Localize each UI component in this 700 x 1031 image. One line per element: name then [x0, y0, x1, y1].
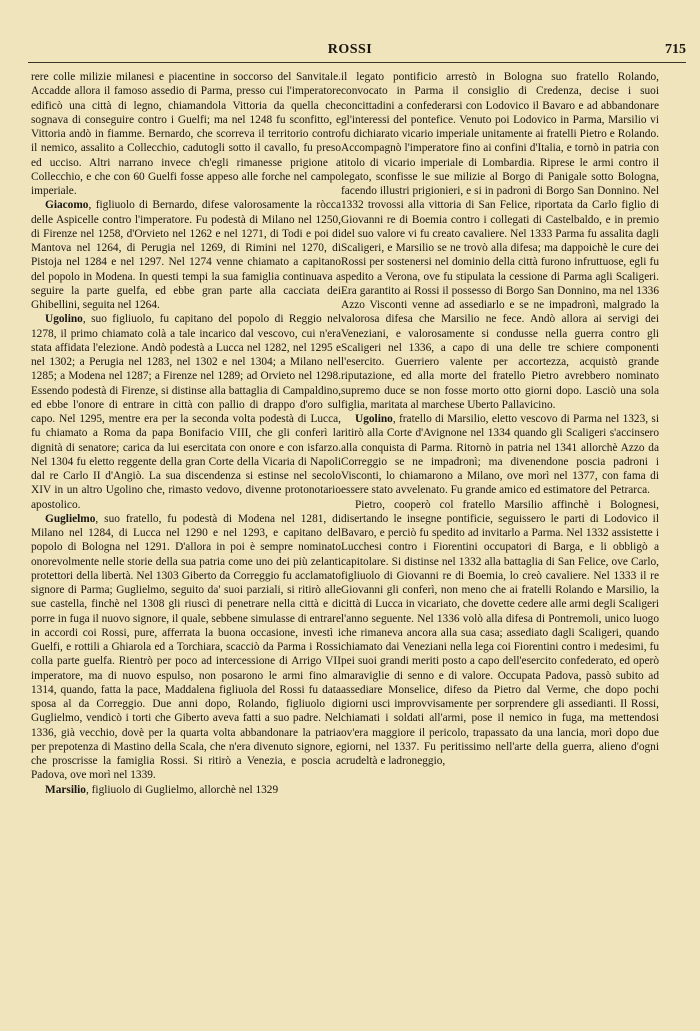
paragraph [31, 512, 341, 783]
paragraph [31, 783, 341, 797]
running-title: ROSSI [327, 42, 373, 57]
paragraph-lead: Giacomo [45, 199, 89, 212]
paragraph-text: , fratello di Marsilio, eletto vescovo di Parma nel 1323, si ritirò alla Corte d'Avignone nel 1334 quando gli Scaligeri s'accinsero alla conquista di Parma. Ritornò in patria nel 1341 allorchè Azzo da Correggio se ne impadronì; ma divenendone poscia padroni i Visconti, lo chiamarono a Milano, ove morì nel 1377, con fama di essere stato avvelenato. Fu grande amico ed estimatore del Petrarca. [341, 413, 659, 497]
paragraph-text: , figliuolo di Bernardo, difese valorosamente la ròcca delle Aspicelle contro l'imperatore. Fu podestà di Milano nel 1250, di Firenze nel 1258, d'Orvieto nel 1262 e nel 1271, di Todi e poi di Mantova nel 1264, di Perugia nel 1269, di Rimini nel 1270, di Pistoja nel 1284 e nel 1297. Nel 1274 venne chiamato a capitano del popolo in Modena. In questi tempi la sua famiglia continuava a seguire la parte guelfa, ed ebbe gran parte alla cacciata dei Ghibellini, seguita nel 1264. [31, 199, 341, 311]
paragraph [31, 198, 341, 312]
paragraph [31, 70, 341, 198]
page-number: 715 [665, 42, 686, 57]
header-rule [28, 62, 686, 63]
paragraph [341, 412, 659, 498]
paragraph [341, 70, 659, 412]
paragraph-text: , suo figliuolo, fu capitano del popolo di Reggio nel 1278, il primo chiamato colà a tale incarico dal vescovo, cui n'era stata affidata l'elezione. Andò podestà a Lucca nel 1282, nel 1295 e nel 1302; a Perugia nel 1283, nel 1302 e nel 1304; a Milano nel 1285; a Modena nel 1287; a Firenze nel 1289; ad Orvieto nel 1298. Essendo podestà di Firenze, si distinse alla battaglia di Campaldino, ed ebbe l'onore di entrare in città con pallio di drappo d'oro sul capo. Nel 1295, mentre era per la seconda volta podestà di Lucca, fu chiamato a Roma da papa Bonifacio VIII, che gli conferì la dignità di senatore; carica da lui esercitata con onore e con isfarzo. Nel 1304 fu eletto reggente della gran Corte della Vicaria di Napoli dal re Carlo II d'Angiò. La sua discendenza si estinse nel secolo XIV in un altro Ugolino che, rimasto vedovo, divenne protonotario apostolico. [31, 313, 341, 511]
paragraph-lead: Ugolino [355, 413, 393, 425]
paragraph-text: , suo fratello, fu podestà di Modena nel 1281, di Milano nel 1284, di Lucca nel 1290 e nel 1293, e capitano del popolo di Bologna nel 1291. D'allora in poi è sempre nominato onorevolmente nelle storie della sua patria come uno dei più zelanti protettori della libertà. Nel 1303 Giberto da Correggio fu acclamato signore di Parma; Guglielmo, seguito da' suoi parziali, si ritirò alle sue castella, finchè nel 1308 gli riuscì di penetrare nella città e di porre in fuga il nuovo signore, il quale, sebbene simulasse di entrare in accordi coi Rossi, pure, afferrata la buona occasione, investì i Guelfi, e rottili a Ghiarola ed a Torchiara, scacciò da Parma i Rossi colla parte guelfa. Rientrò per poco ad intercessione di Arrigo VII imperatore, ma di nuovo espulso, non posarono le armi fino al 1314, quando, fatta la pace, Maddalena figliuola del Rossi fu data sposa al da Correggio. Due anni dopo, Rolando, figliuolo di Guglielmo, vendicò i torti che Giberto aveva fatti a suo padre. Nel 1336, già vecchio, dovè per la quarta volta abbandonare la patria per prepotenza di Mastino della Scala, che n'era divenuto signore, e che proscrisse la famiglia Rossi. Si ritirò a Venezia, e poscia a Padova, ove morì nel 1339. [31, 512, 341, 782]
left-column [31, 70, 341, 797]
paragraph-text: rere colle milizie milanesi e piacentine in soccorso del Sanvitale. Accadde allora il famoso assedio di Parma, presso cui l'imperatore edificò una città di legno, chiamandola Vittoria da quella che sognava di conseguire contro i Guelfi; ma nel 1248 fu sconfitto, e Vittoria andò in fiamme. Bernardo, che scorreva il territorio contro il nemico, assalito a Collecchio, cadutogli sotto il cavallo, fu preso ed ucciso. Altri narrano invece ch'egli rimanesse prigione a Collecchio, e che con 60 Guelfi fosse appeso alle forche nel campo imperiale. [31, 71, 341, 197]
paragraph-lead: Ugolino [45, 313, 83, 326]
paragraph-lead: Guglielmo [45, 512, 96, 525]
paragraph-text: il legato pontificio arrestò in Bologna suo fratello Rolando, convocato in Parma il consiglio di Credenza, decise i suoi concittadini a confederarsi con Lodovico il Bavaro e ad abbandonare gl'interessi del pontefice. Venuto poi Lodovico in Parma, Marsilio vi fu dichiarato vicario imperiale unitamente ai fratelli Pietro e Rolando. Accompagnò l'imperatore fino ai confini d'Italia, e tornò in patria con titolo di vicario imperiale di Lombardia. Riprese le armi contro il legato, sconfisse le sue milizie al Borgo di Panigale sotto Bologna, facendo illustri prigionieri, e si in padronì di Borgo San Donnino. Nel 1332 trovossi alla vittoria di San Felice, riportata da Carlo figlio di Giovanni re di Boemia contro i collegati di Castelbaldo, e in premio del suo valore vi fu creato cavaliere. Nel 1333 Parma fu assalita dagli Scaligeri, e Marsilio se ne trovò alla difesa; ma dappoichè le cure dei Rossi per sostenersi nel dominio della città furono infruttuose, egli fu spedito a Verona, ove fu stipulata la cessione di Parma agli Scaligeri. Era garantito ai Rossi il possesso di Borgo San Donnino, ma nel 1336 Azzo Visconti venne ad assediarlo e se ne impadronì, malgrado la valorosa difesa che Marsilio ne fece. Andò allora ai servigi dei Veneziani, e valorosamente si condusse nella guerra contro gli Scaligeri nel 1336, a capo di una delle tre schiere componenti l'esercito. Guerriero valente per accortezza, acquistò grande riputazione, ed alla morte del fratello Pietro avrebbero nominato supremo duce se non fosse morto otto giorni dopo. Lasciò una sola figlia, maritata al marchese Uberto Pallavicino. [341, 71, 659, 411]
paragraph-lead: Marsilio [45, 783, 86, 796]
paragraph [341, 498, 659, 769]
paragraph-text: , figliuolo di Guglielmo, allorchè nel 1329 [85, 783, 279, 796]
paragraph-text: Pietro, cooperò col fratello Marsilio affinchè i Bolognesi, disertando le insegne pontificie, seguissero le parti di Lodovico il Bavaro, e perciò fu spedito ad invitarlo a Parma. Nel 1332 assistette i Lucchesi contro i Fiorentini occupatori di Barga, e li obbligò a capitolare. Si distinse nel 1332 alla battaglia di San Felice, ove Carlo, figliuolo di Giovanni re di Boemia, lo creò cavaliere. Nel 1333 il re Giovanni gli conferì, non meno che ai fratelli Rolando e Marsilio, la città di Lucca in vicariato, che dovette cedere alle armi degli Scaligeri l'anno seguente. Nel 1336 volò alla difesa di Pontremoli, unico luogo che rimaneva ancora alla sua casa; assediato dagli Scaligeri, quando chiamato dai Veneziani nella lega coi Fiorentini contro i medesimi, fu pei suoi grandi meriti posto a capo dell'esercito confederato, ed operò maraviglie di senno e di valore. Occupata Padova, passò subito ad assediare Monselice, difeso da Pietro dal Verme, che dopo pochi giorni usci improvvisamente per sorprendere gli assedianti. Il Rossi, chiamati i soldati all'armi, pose il nemico in fuga, ma mettendosi ov'era maggiore il pericolo, trapassato da una lancia, morì dopo due giorni, nel 1337. Fu peritissimo nell'arte della guerra, alieno d'ogni crudeltà e ladroneggio, [341, 498, 659, 767]
running-header [0, 42, 700, 64]
right-column [341, 70, 659, 768]
paragraph [31, 312, 341, 512]
